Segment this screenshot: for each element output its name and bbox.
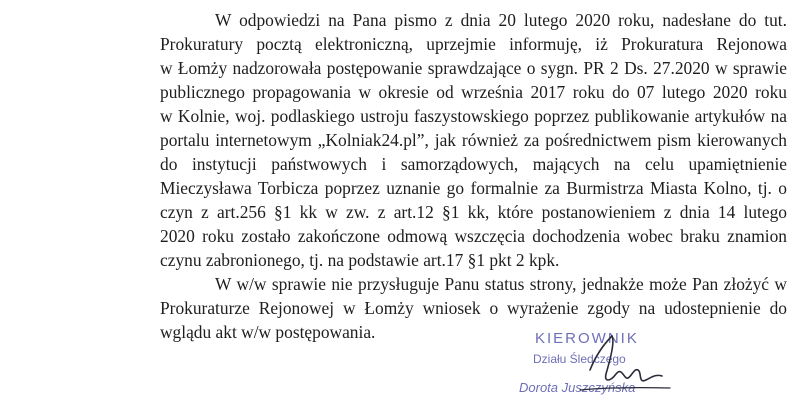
letter-line: Mieczysława Torbicza poprzez uznanie go formalnie za Burmistrza Miasta Kolno, tj. o xyxy=(160,178,787,198)
letter-line: W odpowiedzi na Pana pismo z dnia 20 lutego 2020 roku, nadesłane do tut. xyxy=(215,10,787,30)
letter-line: Prokuraturze Rejonowej w Łomży wniosek o wyrażenie zgody na udostepnienie do xyxy=(160,298,787,318)
letter-line: do instytucji państwowych i samorządowych, mających na celu upamiętnienie xyxy=(160,154,787,174)
letter-line: W w/w sprawie nie przysługuje Panu status strony, jednakże może Pan złożyć w xyxy=(215,274,787,294)
letter-line: Prokuratury pocztą elektroniczną, uprzejmie informuję, iż Prokuratura Rejonowa xyxy=(160,34,787,54)
stamp-title: KIEROWNIK xyxy=(535,330,639,347)
letter-line: w Łomży nadzorowała postępowanie sprawdzające o sygn. PR 2 Ds. 27.2020 w sprawie xyxy=(160,58,787,78)
stamp-subtitle: Działu Śledczego xyxy=(533,352,626,366)
letter-line: czynu zabronionego, tj. na podstawie art.17 §1 pkt 2 kpk. xyxy=(160,250,560,270)
handwritten-signature xyxy=(520,330,690,400)
letter-line: portalu internetowym „Kolniak24.pl”, jak również za pośrednictwem pism kierowanych xyxy=(160,130,787,150)
letter-line: czyn z art.256 §1 kk w zw. z art.12 §1 kk, które postanowieniem z dnia 14 lutego xyxy=(160,202,787,222)
stamp-name: Dorota Juszczyńska xyxy=(519,380,636,395)
letter-line: w Kolnie, woj. podlaskiego ustroju faszystowskiego poprzez publikowanie artykułów na xyxy=(160,106,787,126)
letter-line: 2020 roku zostało zakończone odmową wszczęcia dochodzenia wobec braku znamion xyxy=(160,226,787,246)
letter-line: wglądu akt w/w postępowania. xyxy=(160,322,376,342)
letter-line: publicznego propagowania w okresie od września 2017 roku do 07 lutego 2020 roku xyxy=(160,82,787,102)
